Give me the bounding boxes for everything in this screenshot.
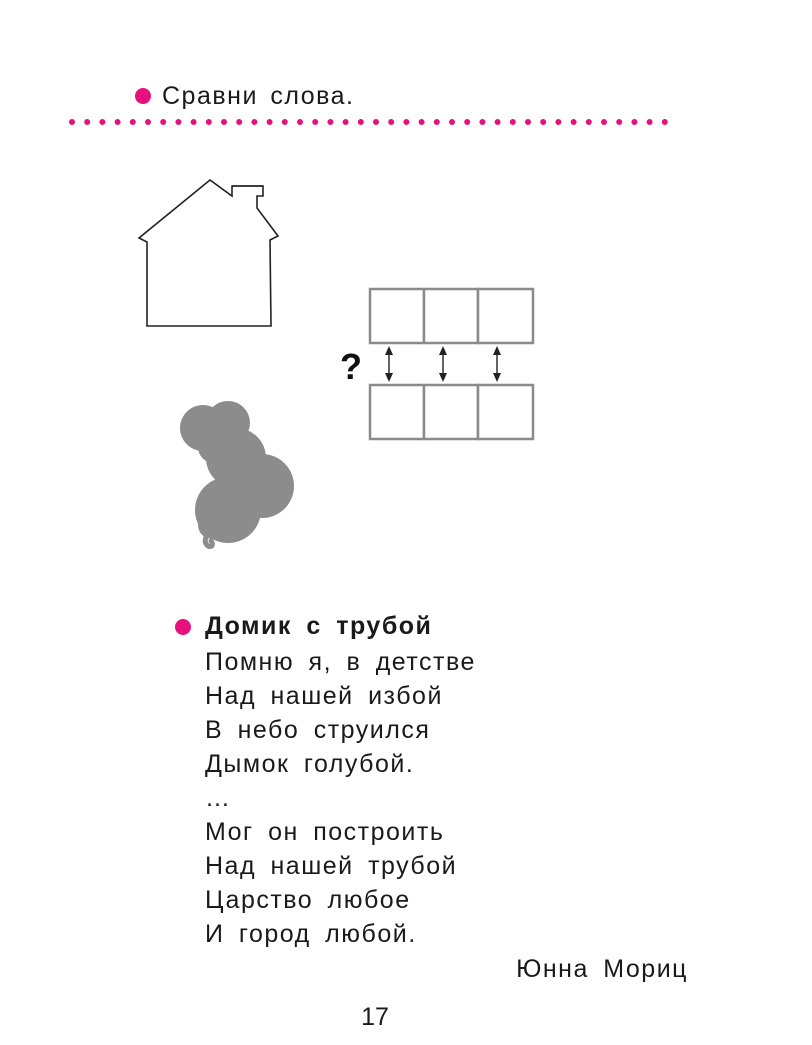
poem-text [205,645,476,951]
bottom-letter-box-3[interactable] [478,385,533,439]
smoke-picture [180,401,294,547]
poem-line: И город любой. [205,920,417,948]
poem-line: Дымок голубой. [205,750,415,778]
house-picture [139,180,278,326]
poem-line: В небо струился [205,716,431,744]
page-number: 17 [361,1003,389,1031]
top-letter-box-3[interactable] [478,289,533,343]
bottom-letter-box-1[interactable] [370,385,424,439]
poem-bullet [175,619,191,635]
poem-title: Домик с трубой [205,612,433,640]
question-mark: ? [340,346,362,387]
poem-line: Помню я, в детстве [205,648,476,676]
double-arrow-icon [385,346,393,382]
double-arrow-icon [493,346,501,382]
poem-line: Царство любое [205,886,411,914]
task-title: Сравни слова. [162,82,355,110]
top-word-boxes [370,289,533,343]
top-letter-box-1[interactable] [370,289,424,343]
bottom-letter-box-2[interactable] [424,385,478,439]
double-arrow-icon [439,346,447,382]
top-letter-box-2[interactable] [424,289,478,343]
poem-ellipsis: … [205,784,232,812]
poem-line: Мог он построить [205,818,445,846]
poem-author: Юнна Мориц [516,955,688,983]
poem-line: Над нашей трубой [205,852,458,880]
bottom-word-boxes [370,385,533,439]
comparison-arrows [385,346,501,382]
poem-line: Над нашей избой [205,682,443,710]
